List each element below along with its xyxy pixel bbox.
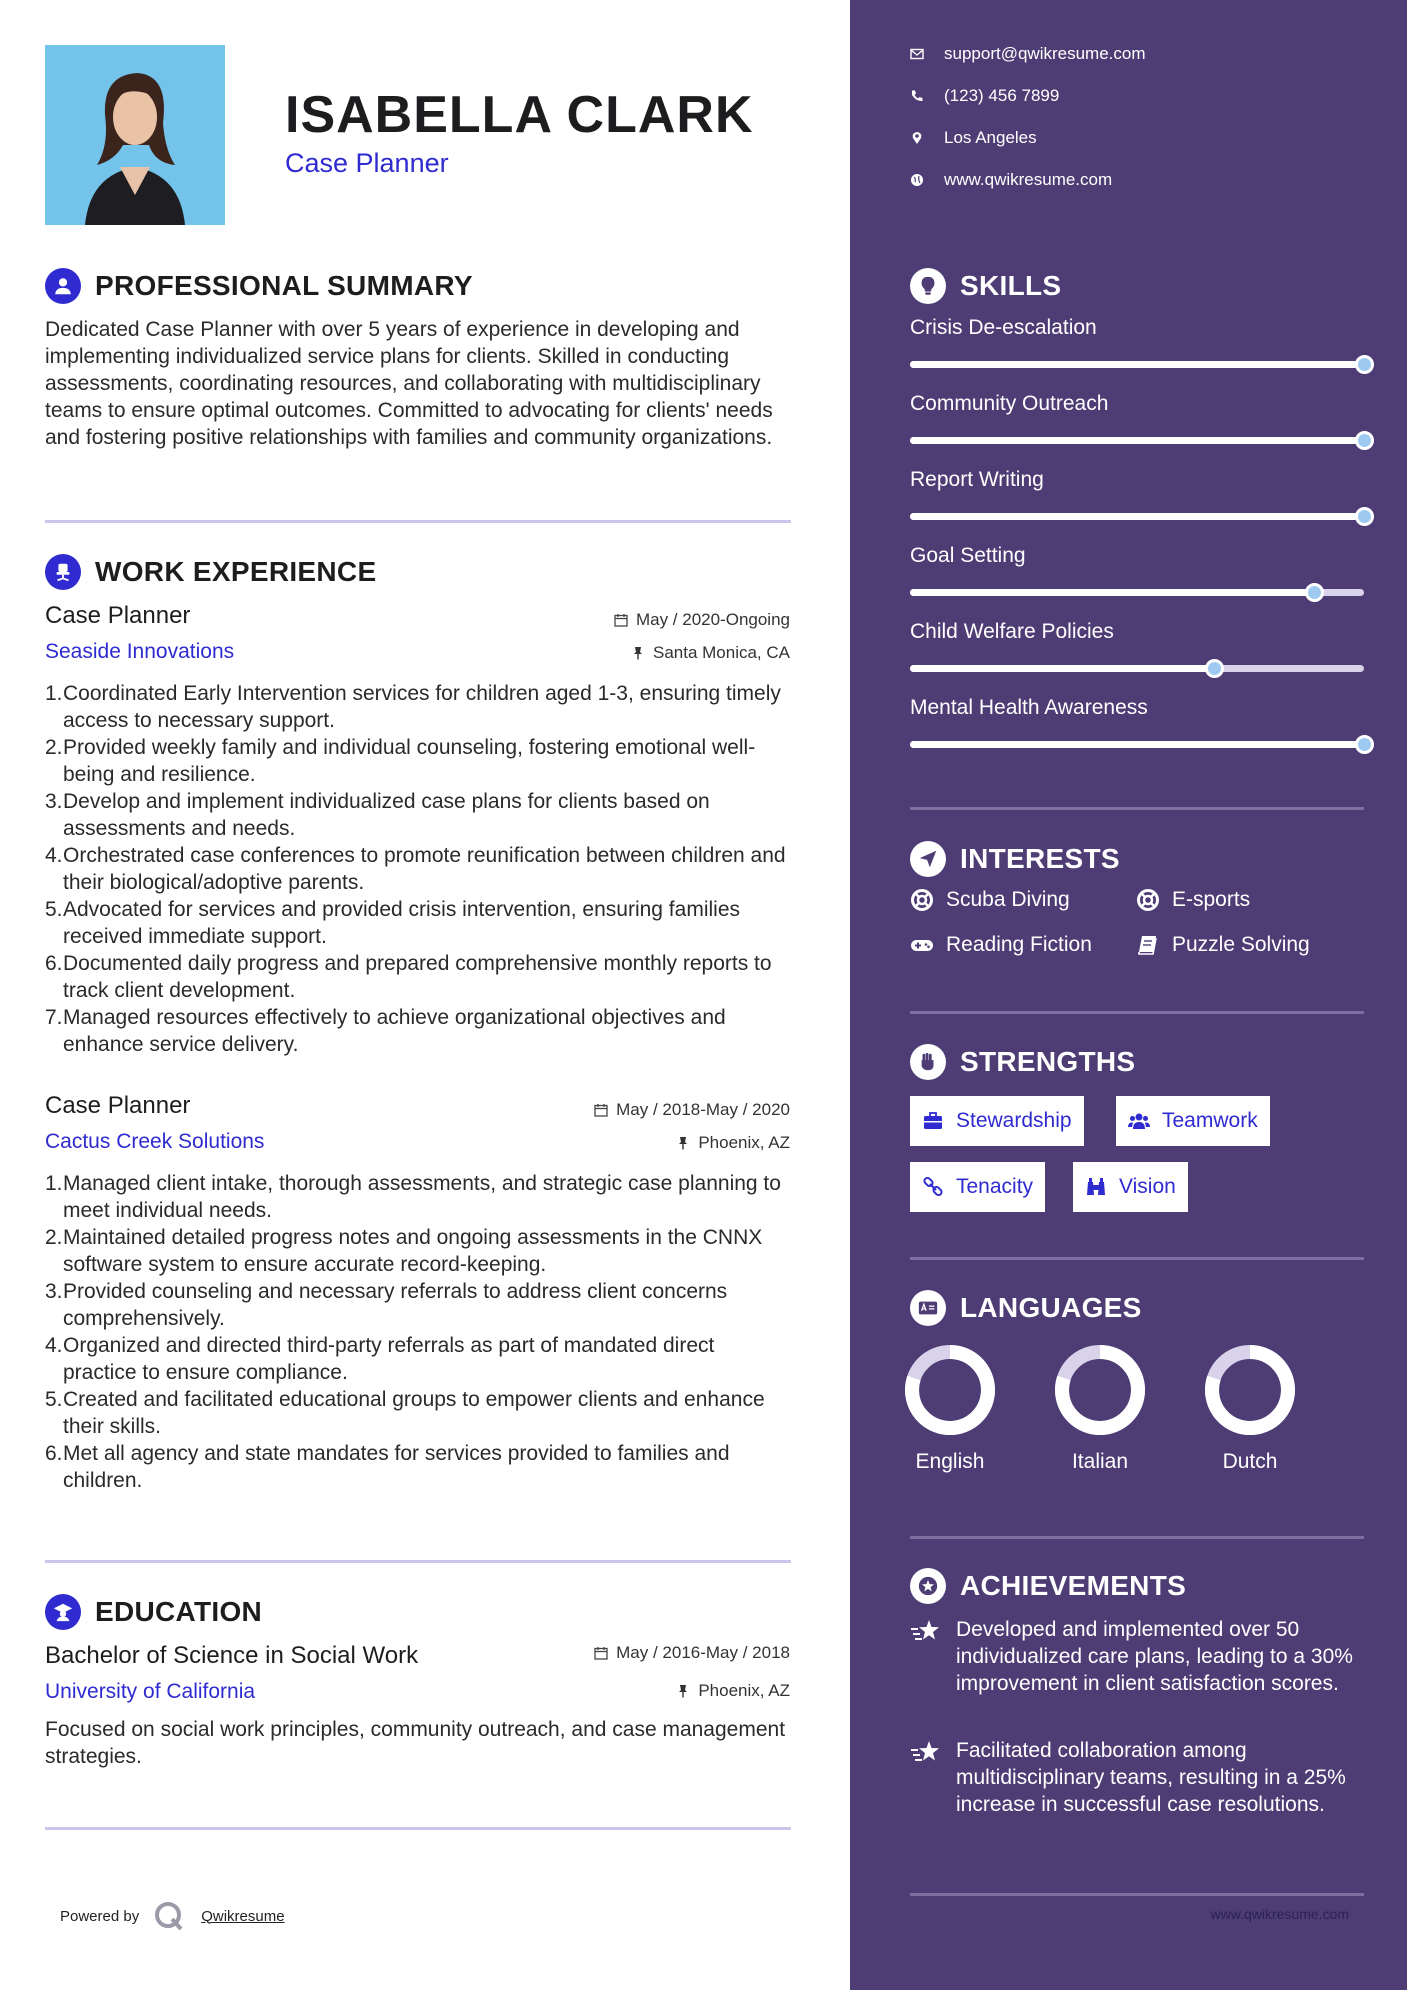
list-item: 6. Documented daily progress and prepared comprehensive monthly reports to track client development. — [45, 952, 772, 1002]
list-item: 5. Advocated for services and provided crisis intervention, ensuring families received immediate support. — [45, 898, 740, 948]
skill-bar-fill — [910, 437, 1364, 444]
job-location-text: Phoenix, AZ — [698, 1133, 790, 1152]
education-date — [594, 1643, 790, 1663]
language-ring — [1052, 1342, 1148, 1438]
divider — [910, 807, 1364, 810]
skill-level-knob — [1355, 355, 1374, 374]
strength-tag — [1073, 1162, 1188, 1212]
binoculars-icon — [1085, 1176, 1107, 1198]
skill-bar — [910, 513, 1364, 520]
contact-email[interactable] — [910, 44, 1146, 64]
skills-title: SKILLS — [960, 270, 1062, 301]
divider — [45, 520, 791, 523]
job-date — [614, 610, 790, 630]
skill-level-knob — [1355, 735, 1374, 754]
job-bullets — [45, 680, 790, 1058]
interest-item — [910, 933, 1092, 957]
language-name: Dutch — [1222, 1450, 1278, 1473]
strength-label: Stewardship — [956, 1109, 1072, 1132]
book-icon — [1136, 933, 1160, 957]
contact-phone[interactable] — [910, 86, 1059, 106]
qwikresume-logo-icon — [153, 1900, 185, 1932]
divider — [910, 1257, 1364, 1260]
strength-label: Tenacity — [956, 1175, 1034, 1198]
education-description: Focused on social work principles, community outreach, and case management strategies. — [45, 1718, 786, 1768]
education-location-text: Phoenix, AZ — [698, 1681, 790, 1700]
summary-heading — [45, 268, 473, 304]
skill-bar-fill — [910, 513, 1364, 520]
job-date-text: May / 2018-May / 2020 — [616, 1100, 790, 1119]
powered-by-label: Powered by — [60, 1907, 140, 1925]
candidate-role: Case Planner — [285, 148, 449, 178]
job-location — [631, 643, 790, 663]
skill-bar-fill — [910, 361, 1364, 368]
office-chair-icon — [45, 554, 81, 590]
interest-label: Reading Fiction — [946, 933, 1092, 956]
strength-label: Vision — [1119, 1175, 1176, 1198]
list-item: 1. Managed client intake, thorough assessments, and strategic case planning to meet individual needs. — [45, 1172, 781, 1222]
list-item: 4. Organized and directed third-party referrals as part of mandated direct practice to ensure compliance. — [45, 1334, 715, 1384]
pin-icon — [676, 1684, 690, 1698]
interest-label: Scuba Diving — [946, 888, 1070, 911]
skill-bar — [910, 437, 1364, 444]
skill-name: Goal Setting — [910, 544, 1026, 567]
job-date-text: May / 2020-Ongoing — [635, 610, 790, 629]
achievement-text: Facilitated collaboration among multidisciplinary teams, resulting in a 25% increase in successful case resolutions. — [956, 1739, 1346, 1816]
list-item: 2. Provided weekly family and individual counseling, fostering emotional well-being and resilience. — [45, 736, 756, 786]
strengths-title: STRENGTHS — [960, 1046, 1136, 1077]
school-name: University of California — [45, 1680, 256, 1703]
profile-photo — [45, 45, 225, 225]
list-item: 2. Maintained detailed progress notes and ongoing assessments in the CNNX software system to ensure accurate record-keeping. — [45, 1226, 763, 1276]
languages-title: LANGUAGES — [960, 1292, 1142, 1323]
list-item: 3. Develop and implement individualized case plans for clients based on assessments and needs. — [45, 790, 710, 840]
achievements-title: ACHIEVEMENTS — [960, 1570, 1187, 1601]
language-name: Italian — [1071, 1450, 1129, 1473]
contact-website[interactable] — [910, 170, 1112, 190]
lifebuoy-icon — [910, 888, 934, 912]
paper-plane-icon — [910, 841, 946, 877]
envelope-icon — [910, 47, 924, 61]
globe-icon — [910, 173, 924, 187]
interests-title: INTERESTS — [960, 843, 1120, 874]
interest-label: E-sports — [1172, 888, 1251, 911]
sidebar — [850, 0, 1407, 1990]
list-item: 4. Orchestrated case conferences to promote reunification between children and their biological/adoptive parents. — [45, 844, 786, 894]
interest-item — [910, 888, 1070, 912]
skill-level-knob — [1305, 583, 1324, 602]
skill-level-knob — [1355, 431, 1374, 450]
strength-label: Teamwork — [1162, 1109, 1258, 1132]
calendar-icon — [594, 1646, 608, 1660]
language-card-icon — [910, 1290, 946, 1326]
degree-title: Bachelor of Science in Social Work — [45, 1642, 419, 1669]
contact-location — [910, 128, 1037, 148]
powered-by — [60, 1900, 285, 1932]
strength-tag — [910, 1162, 1045, 1212]
contact-location-text: Los Angeles — [944, 128, 1037, 147]
star-icon — [910, 1739, 942, 1767]
lightbulb-icon — [910, 268, 946, 304]
summary-title: PROFESSIONAL SUMMARY — [95, 270, 473, 301]
briefcase-icon — [922, 1110, 944, 1132]
calendar-icon — [614, 613, 628, 627]
job-location — [676, 1133, 790, 1153]
skill-bar-fill — [910, 665, 1214, 672]
link-icon — [922, 1176, 944, 1198]
achievements-heading — [910, 1568, 1186, 1604]
interest-label: Puzzle Solving — [1172, 933, 1310, 956]
divider — [910, 1011, 1364, 1014]
interest-item — [1136, 933, 1310, 957]
list-item: 3. Provided counseling and necessary referrals to address client concerns comprehensively. — [45, 1280, 728, 1330]
job-location-text: Santa Monica, CA — [652, 643, 790, 662]
skill-bar — [910, 589, 1364, 596]
education-heading — [45, 1594, 262, 1630]
skills-heading — [910, 268, 1061, 304]
skill-level-knob — [1205, 659, 1224, 678]
strengths-heading — [910, 1044, 1135, 1080]
skill-name: Community Outreach — [910, 392, 1109, 415]
language-item — [890, 1342, 1010, 1474]
job-title: Case Planner — [45, 602, 191, 629]
job-date — [594, 1100, 790, 1120]
contact-phone-text: (123) 456 7899 — [944, 86, 1060, 105]
skill-bar — [910, 361, 1364, 368]
users-icon — [1128, 1110, 1150, 1132]
gamepad-icon — [910, 933, 934, 957]
strength-tag — [1116, 1096, 1270, 1146]
footer-site[interactable]: www.qwikresume.com — [1210, 1906, 1349, 1922]
lifebuoy-icon — [1136, 888, 1160, 912]
fist-icon — [910, 1044, 946, 1080]
experience-title: WORK EXPERIENCE — [95, 556, 377, 587]
pin-icon — [676, 1136, 690, 1150]
graduate-icon — [45, 1594, 81, 1630]
skill-bar — [910, 665, 1364, 672]
divider — [910, 1536, 1364, 1539]
list-item: 6. Met all agency and state mandates for services provided to families and children. — [45, 1442, 730, 1492]
achievement-text: Developed and implemented over 50 individualized care plans, leading to a 30% improvement in client satisfaction scores. — [956, 1618, 1353, 1695]
interest-item — [1136, 888, 1250, 912]
star-badge-icon — [910, 1568, 946, 1604]
education-date-text: May / 2016-May / 2018 — [616, 1643, 790, 1662]
divider — [45, 1827, 791, 1830]
achievement-item — [910, 1616, 1364, 1697]
skill-level-knob — [1355, 507, 1374, 526]
divider — [910, 1893, 1364, 1896]
language-item — [1190, 1342, 1310, 1474]
skill-name: Mental Health Awareness — [910, 696, 1148, 719]
phone-icon — [910, 89, 924, 103]
language-ring — [902, 1342, 998, 1438]
languages-heading — [910, 1290, 1142, 1326]
language-ring — [1202, 1342, 1298, 1438]
strength-tag — [910, 1096, 1084, 1146]
job-bullets — [45, 1170, 790, 1494]
language-item — [1040, 1342, 1160, 1474]
skill-name: Report Writing — [910, 468, 1044, 491]
list-item: 1. Coordinated Early Intervention services for children aged 1-3, ensuring timely access to necessary support. — [45, 682, 781, 732]
skill-name: Crisis De-escalation — [910, 316, 1097, 339]
education-location — [676, 1681, 790, 1701]
skill-bar-fill — [910, 741, 1364, 748]
divider — [45, 1560, 791, 1563]
candidate-name: ISABELLA CLARK — [285, 86, 754, 144]
achievement-item — [910, 1737, 1364, 1818]
user-icon — [45, 268, 81, 304]
education-title: EDUCATION — [95, 1596, 263, 1627]
pin-icon — [631, 646, 645, 660]
contact-website-text: www.qwikresume.com — [944, 170, 1113, 189]
contact-email-text: support@qwikresume.com — [944, 44, 1146, 63]
list-item: 5. Created and facilitated educational groups to empower clients and enhance their skills. — [45, 1388, 765, 1438]
star-icon — [910, 1618, 942, 1646]
skill-name: Child Welfare Policies — [910, 620, 1114, 643]
calendar-icon — [594, 1103, 608, 1117]
skill-bar — [910, 741, 1364, 748]
list-item: 7. Managed resources effectively to achieve organizational objectives and enhance service delivery. — [45, 1006, 726, 1056]
map-marker-icon — [910, 131, 924, 145]
summary-text: Dedicated Case Planner with over 5 years of experience in developing and implementing individualized service plans for clients. Skilled in conducting assessments, coordinating resources, and collaborating with multidisciplinary teams to ensure optimal outcomes. Committed to advocating for clients' needs and fostering positive relationships with families and community organizations. — [45, 318, 773, 449]
language-name: English — [915, 1450, 985, 1473]
skill-bar-fill — [910, 589, 1314, 596]
job-company: Seaside Innovations — [45, 640, 235, 663]
interests-heading — [910, 841, 1120, 877]
job-title: Case Planner — [45, 1092, 191, 1119]
job-company: Cactus Creek Solutions — [45, 1130, 265, 1153]
qwikresume-link[interactable]: Qwikresume — [201, 1907, 285, 1925]
experience-heading — [45, 554, 376, 590]
